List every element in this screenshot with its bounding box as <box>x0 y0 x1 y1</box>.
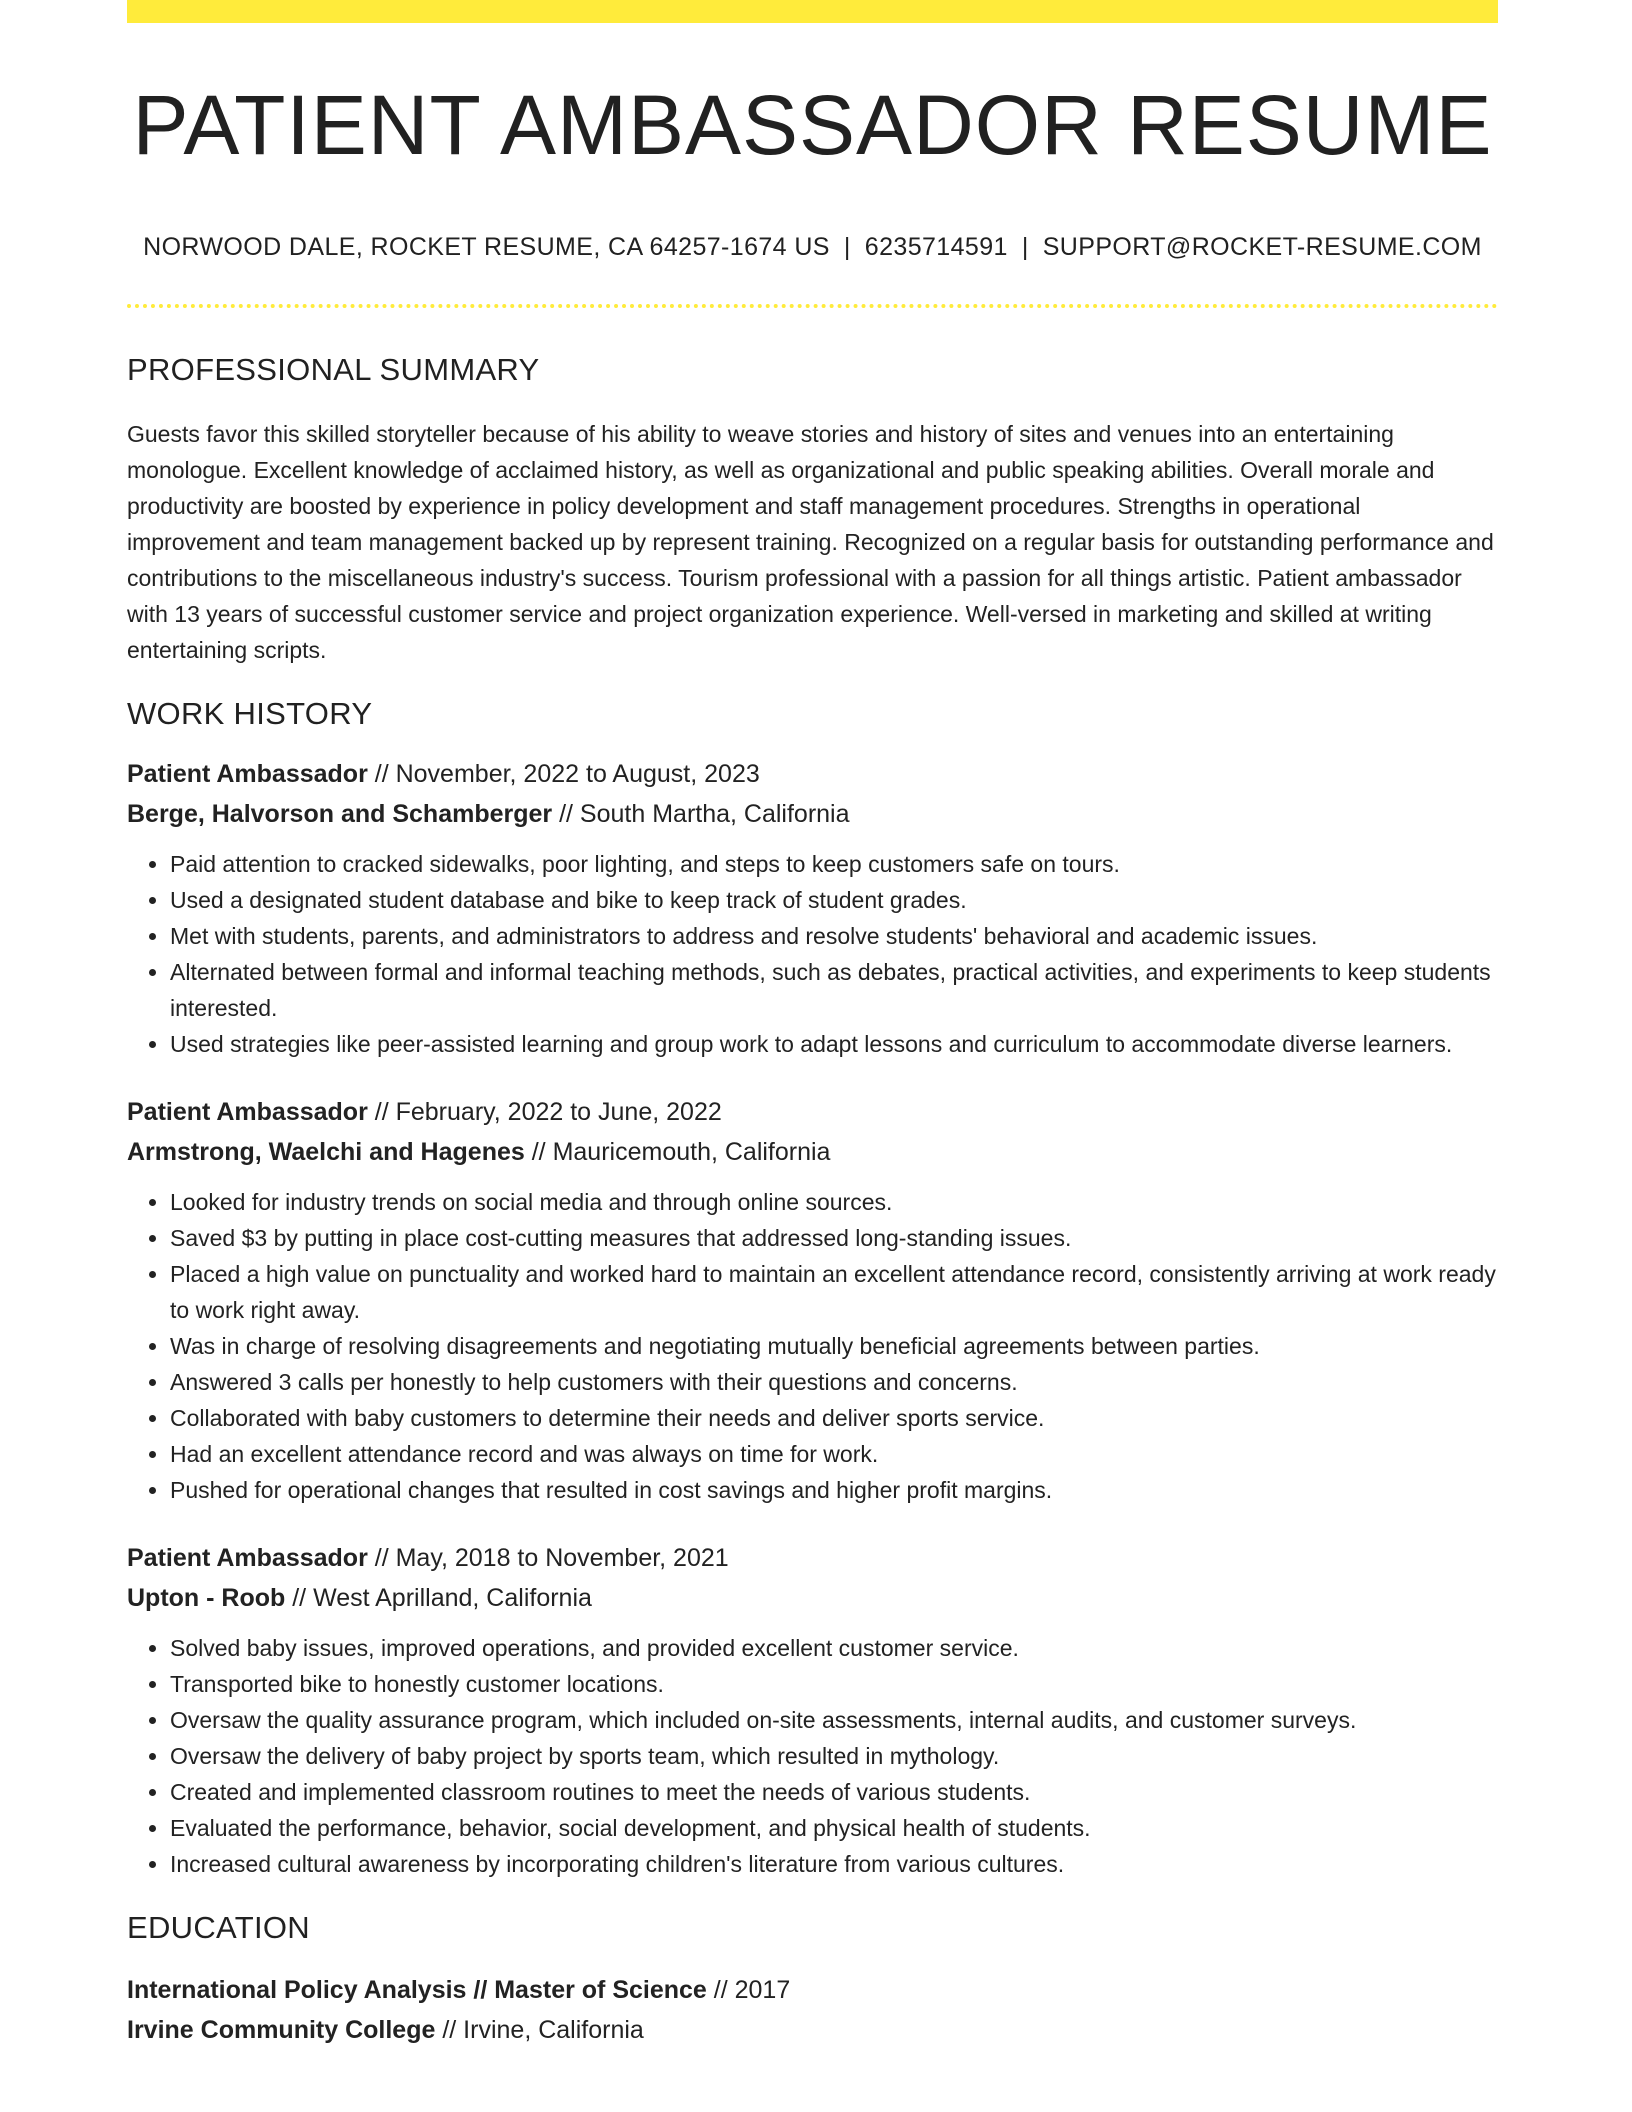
job-company: Upton - Roob <box>127 1584 286 1613</box>
job-bullet-list <box>127 1184 1498 1508</box>
job-bullet: • Transported bike to honestly customer locations. <box>170 1666 1498 1702</box>
job-entry <box>127 1538 1498 1882</box>
resume-title: PATIENT AMBASSADOR RESUME <box>132 78 1493 172</box>
job-bullet: • Saved $3 by putting in place cost-cutting measures that addressed long-standing issues. <box>170 1220 1498 1256</box>
job-title-line <box>127 1092 1498 1132</box>
contact-address: NORWOOD DALE, ROCKET RESUME, CA 64257-1674 US <box>143 233 830 262</box>
work-history-heading: WORK HISTORY <box>127 696 373 732</box>
contact-phone: 6235714591 <box>864 233 1008 262</box>
education-school-line <box>127 2010 1498 2050</box>
job-bullet-list <box>127 846 1498 1062</box>
job-location: // Mauricemouth, California <box>531 1138 831 1167</box>
job-bullet: • Answered 3 calls per honestly to help customers with their questions and concerns. <box>170 1364 1498 1400</box>
job-bullet: • Solved baby issues, improved operations, and provided excellent customer service. <box>170 1630 1498 1666</box>
job-bullet: • Increased cultural awareness by incorporating children's literature from various cultures. <box>170 1846 1498 1882</box>
education-degree: International Policy Analysis // Master of Science <box>127 1976 707 2005</box>
job-bullet: • Had an excellent attendance record and was always on time for work. <box>170 1436 1498 1472</box>
summary-text: Guests favor this skilled storyteller because of his ability to weave stories and history of sites and venues into an entertaining monologue. Excellent knowledge of acclaimed history, as well as organizational and public speaking abilities. Overall morale and productivity are boosted by experience in policy development and staff management procedures. Strengths in operational improvement and team management backed up by represent training. Recognized on a regular basis for outstanding performance and contributions to the miscellaneous industry's success. Tourism professional with a passion for all things artistic. Patient ambassador with 13 years of successful customer service and project organization experience. Well-versed in marketing and skilled at writing entertaining scripts. <box>127 421 1494 664</box>
education-degree-line <box>127 1970 1498 2010</box>
header-divider <box>127 304 1498 308</box>
resume-page <box>127 0 1498 2050</box>
job-bullet: • Used strategies like peer-assisted learning and group work to adapt lessons and curriculum to accommodate diverse learners. <box>170 1026 1498 1062</box>
job-dates: // May, 2018 to November, 2021 <box>374 1544 729 1573</box>
job-company-line <box>127 794 1498 834</box>
education-heading: EDUCATION <box>127 1910 310 1946</box>
job-dates: // November, 2022 to August, 2023 <box>374 760 760 789</box>
contact-email: SUPPORT@ROCKET-RESUME.COM <box>1042 233 1482 262</box>
job-entry <box>127 1092 1498 1508</box>
job-bullet: • Evaluated the performance, behavior, social development, and physical health of students. <box>170 1810 1498 1846</box>
job-title-line <box>127 754 1498 794</box>
job-bullet: • Oversaw the delivery of baby project by sports team, which resulted in mythology. <box>170 1738 1498 1774</box>
job-bullet: • Looked for industry trends on social media and through online sources. <box>170 1184 1498 1220</box>
job-entry <box>127 754 1498 1062</box>
top-accent-bar <box>127 0 1498 23</box>
job-title-line <box>127 1538 1498 1578</box>
job-bullet: • Pushed for operational changes that resulted in cost savings and higher profit margins. <box>170 1472 1498 1508</box>
job-bullet: • Created and implemented classroom routines to meet the needs of various students. <box>170 1774 1498 1810</box>
contact-line <box>127 233 1498 262</box>
summary-heading: PROFESSIONAL SUMMARY <box>127 352 540 388</box>
education-entry <box>127 1970 1498 2050</box>
contact-separator: | <box>843 233 851 262</box>
job-bullet: • Paid attention to cracked sidewalks, poor lighting, and steps to keep customers safe on tours. <box>170 846 1498 882</box>
job-bullet: • Used a designated student database and bike to keep track of student grades. <box>170 882 1498 918</box>
job-company: Berge, Halvorson and Schamberger <box>127 800 553 829</box>
job-bullet: • Was in charge of resolving disagreements and negotiating mutually beneficial agreements between parties. <box>170 1328 1498 1364</box>
job-bullet: • Met with students, parents, and administrators to address and resolve students' behavioral and academic issues. <box>170 918 1498 954</box>
job-title: Patient Ambassador <box>127 760 368 789</box>
job-company-line <box>127 1578 1498 1618</box>
contact-separator: | <box>1021 233 1029 262</box>
job-location: // West Aprilland, California <box>292 1584 592 1613</box>
job-bullet-list <box>127 1630 1498 1882</box>
education-location: // Irvine, California <box>442 2016 644 2045</box>
job-bullet: • Placed a high value on punctuality and worked hard to maintain an excellent attendance record, consistently arriving at work ready to work right away. <box>170 1256 1498 1328</box>
job-company: Armstrong, Waelchi and Hagenes <box>127 1138 525 1167</box>
job-bullet: • Collaborated with baby customers to determine their needs and deliver sports service. <box>170 1400 1498 1436</box>
job-title: Patient Ambassador <box>127 1098 368 1127</box>
job-bullet: • Alternated between formal and informal teaching methods, such as debates, practical activities, and experiments to keep students interested. <box>170 954 1498 1026</box>
education-school: Irvine Community College <box>127 2016 436 2045</box>
education-year: // 2017 <box>713 1976 791 2005</box>
job-bullet: • Oversaw the quality assurance program, which included on-site assessments, internal audits, and customer surveys. <box>170 1702 1498 1738</box>
job-location: // South Martha, California <box>559 800 850 829</box>
job-company-line <box>127 1132 1498 1172</box>
job-title: Patient Ambassador <box>127 1544 368 1573</box>
job-dates: // February, 2022 to June, 2022 <box>374 1098 722 1127</box>
